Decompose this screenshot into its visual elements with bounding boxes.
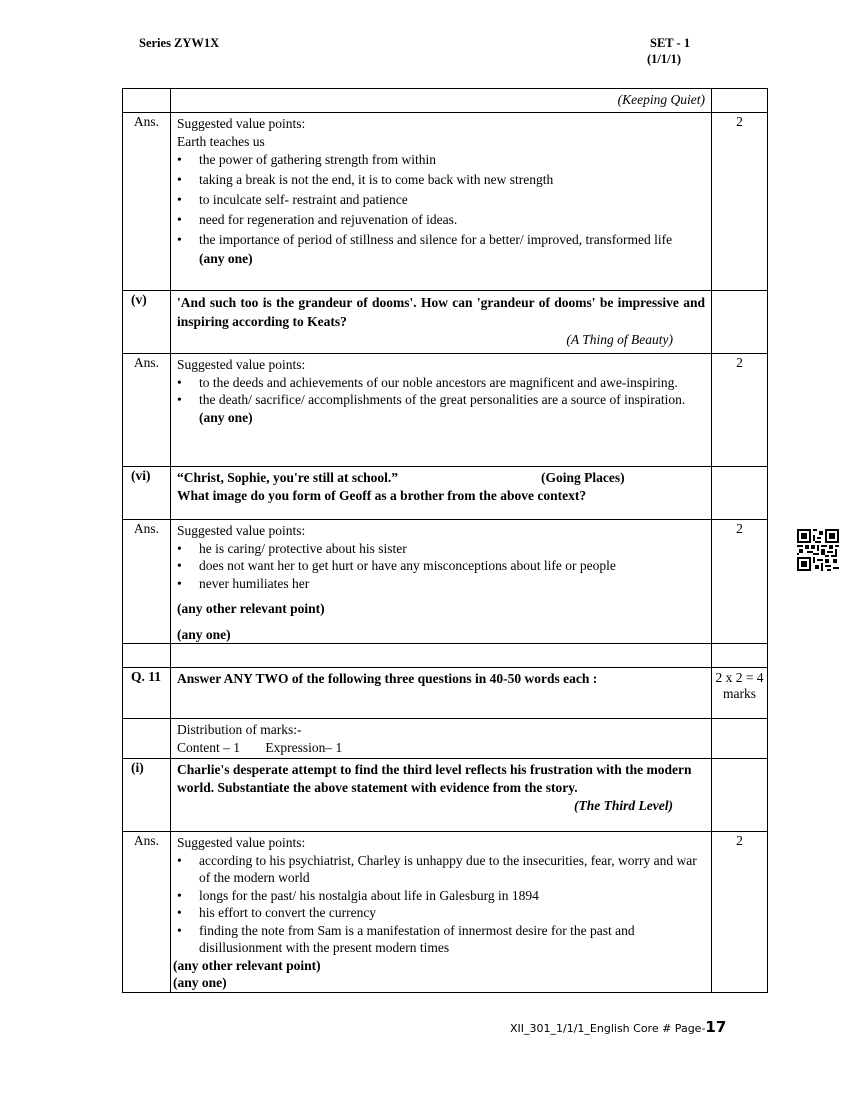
- table-row: [123, 291, 768, 354]
- question-cell: [171, 467, 712, 520]
- list-item: • does not want her to get hurt or have any misconceptions about life or people: [199, 557, 705, 575]
- value-points: [177, 374, 705, 409]
- table-row: [123, 89, 768, 113]
- table-row: [123, 759, 768, 832]
- answer-label: Ans.: [123, 354, 171, 467]
- answer-note: (any other relevant point): [173, 957, 321, 973]
- answer-lead: Earth teaches us: [177, 133, 265, 149]
- footer-code: XII_301_1/1/1_English Core # Page-: [510, 1022, 706, 1035]
- answer-intro: Suggested value points:: [177, 357, 306, 372]
- distribution-content: Content – 1: [177, 739, 240, 755]
- table-row: [123, 719, 768, 759]
- value-points: [177, 540, 705, 593]
- distribution-title: Distribution of marks:-: [177, 722, 302, 737]
- answer-intro: Suggested value points:: [177, 523, 306, 538]
- page-number: 17: [705, 1018, 727, 1036]
- list-item: • taking a break is not the end, it is to come back with new strength: [199, 170, 705, 190]
- question-quote: “Christ, Sophie, you're still at school.”: [177, 470, 399, 485]
- question-cell: [171, 759, 712, 832]
- list-item: • his effort to convert the currency: [199, 904, 705, 922]
- list-item: • finding the note from Sam is a manifestation of innermost desire for the past and disillusionment with the present modern times: [199, 922, 705, 957]
- answer-label: Ans.: [123, 520, 171, 644]
- value-points: [177, 150, 705, 250]
- list-item: • the death/ sacrifice/ accomplishments of the great personalities are a source of inspiration.: [199, 391, 705, 409]
- list-item: • need for regeneration and rejuvenation of ideas.: [199, 210, 705, 230]
- table-row: [123, 520, 768, 644]
- table-row: [123, 113, 768, 291]
- list-item: • according to his psychiatrist, Charley is unhappy due to the insecurities, fear, worry and war of the modern world: [199, 852, 705, 887]
- list-item: • longs for the past/ his nostalgia about life in Galesburg in 1894: [199, 887, 705, 905]
- answer-label: Ans.: [123, 832, 171, 993]
- question-number: (i): [123, 759, 171, 832]
- distribution-expression: Expression– 1: [265, 739, 343, 755]
- question-source: (Going Places): [541, 470, 625, 485]
- question-text: What image do you form of Geoff as a brother from the above context?: [177, 487, 587, 503]
- answer-note: (any one): [199, 409, 253, 425]
- list-item: • to the deeds and achievements of our noble ancestors are magnificent and awe-inspiring.: [199, 374, 705, 392]
- question-text: 'And such too is the grandeur of dooms'. How can 'grandeur of dooms' be impressive and inspiring according to Keats?: [177, 295, 705, 329]
- table-row: [123, 832, 768, 993]
- answer-cell: [171, 354, 712, 467]
- answer-intro: Suggested value points:: [177, 835, 306, 850]
- table-row: [123, 644, 768, 668]
- answer-note: (any one): [199, 251, 253, 266]
- question-number: (v): [123, 291, 171, 354]
- answer-note: (any one): [177, 626, 231, 642]
- value-points: [177, 852, 705, 957]
- question-source: (A Thing of Beauty): [566, 332, 673, 347]
- distribution-line: [177, 739, 705, 757]
- marks-cell: 2: [712, 832, 768, 993]
- page-footer: [510, 1018, 726, 1036]
- answer-note: (any other relevant point): [177, 601, 325, 616]
- list-item: • the importance of period of stillness and silence for a better/ improved, transformed life: [199, 230, 705, 250]
- answer-cell: [171, 832, 712, 993]
- question-text: Answer ANY TWO of the following three questions in 40-50 words each :: [177, 671, 598, 686]
- series-label: Series ZYW1X: [139, 36, 220, 50]
- marks-cell: 2 x 2 = 4 marks: [712, 668, 768, 719]
- list-item: • never humiliates her: [199, 575, 705, 593]
- question-quote-line: [177, 469, 705, 487]
- question-text: Charlie's desperate attempt to find the third level reflects his frustration with the modern world. Substantiate the above statement with evidence from the story.: [177, 762, 692, 795]
- list-item: • he is caring/ protective about his sister: [199, 540, 705, 558]
- set-code: (1/1/1): [647, 52, 682, 66]
- marks-cell: 2: [712, 354, 768, 467]
- qr-code-icon: [797, 529, 839, 571]
- marking-scheme-table: [122, 88, 768, 993]
- answer-label: Ans.: [123, 113, 171, 291]
- table-row: [123, 354, 768, 467]
- answer-intro: Suggested value points:: [177, 116, 306, 131]
- marks-cell: 2: [712, 113, 768, 291]
- answer-cell: [171, 520, 712, 644]
- distribution-cell: [171, 719, 712, 759]
- poem-source: (Keeping Quiet): [617, 92, 705, 107]
- question-cell: [171, 291, 712, 354]
- marks-cell: 2: [712, 520, 768, 644]
- table-row: [123, 668, 768, 719]
- question-number: (vi): [123, 467, 171, 520]
- list-item: • the power of gathering strength from within: [199, 150, 705, 170]
- question-number: Q. 11: [123, 668, 171, 719]
- table-row: [123, 467, 768, 520]
- question-cell: [171, 668, 712, 719]
- answer-cell: [171, 113, 712, 291]
- answer-note: (any one): [173, 975, 227, 990]
- question-source: (The Third Level): [574, 798, 673, 813]
- list-item: • to inculcate self- restraint and patience: [199, 190, 705, 210]
- set-label: SET - 1: [650, 36, 691, 50]
